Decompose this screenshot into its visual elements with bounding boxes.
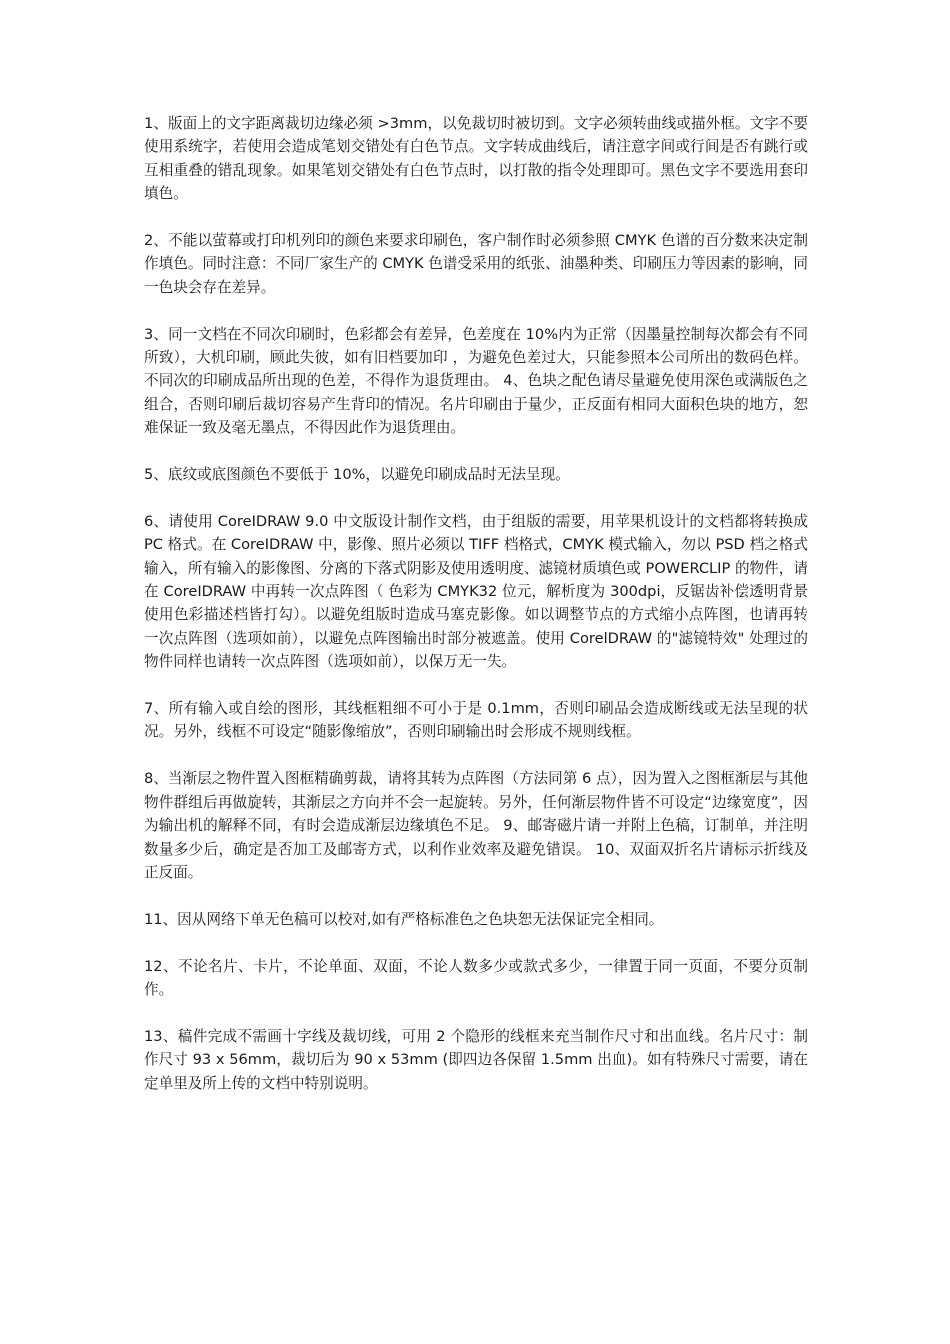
paragraph-11: 11、因从网络下单无色稿可以校对,如有严格标准色之色块恕无法保证完全相同。 bbox=[144, 910, 664, 928]
paragraph-13: 13、稿件完成不需画十字线及裁切线，可用 2 个隐形的线框来充当制作尺寸和出血线。名片尺寸：制作尺寸 93 x 56mm，裁切后为 90 x 53mm (即四边各保留 1.5mm 出血)。如有特殊尺寸需要，请在定单里及所上传的文档中特别说明。 bbox=[144, 1027, 808, 1092]
paragraph-2: 2、不能以萤幕或打印机列印的颜色来要求印刷色，客户制作时必须参照 CMYK 色谱的百分数来决定制作填色。同时注意：不同厂家生产的 CMYK 色谱受采用的纸张、油墨种类、印刷压力等因素的影响，同一色块会存在差异。 bbox=[144, 232, 808, 296]
paragraph-7: 7、所有输入或自绘的图形，其线框粗细不可小于是 0.1mm，否则印刷品会造成断线或无法呈现的状况。另外，线框不可设定“随影像缩放”，否则印刷输出时会形成不规则线框。 bbox=[144, 700, 808, 741]
document-body bbox=[144, 112, 808, 1118]
paragraph-3: 3、同一文档在不同次印刷时，色彩都会有差异，色差度在 10%内为正常（因墨量控制每次都会有不同所致），大机印刷，顾此失彼，如有旧档要加印 ，为避免色差过大，只能参照本公司所出的数码色样。不同次的印刷成品所出现的色差，不得作为退货理由。 4、色块之配色请尽量避免使用深色或满版色之组合，否则印刷后裁切容易产生背印的情况。名片印刷由于量少，正反面有相同大面积色块的地方，恕难保证一致及毫无墨点，不得因此作为退货理由。 bbox=[144, 325, 808, 437]
paragraph-5: 5、底纹或底图颜色不要低于 10%，以避免印刷成品时无法呈现。 bbox=[144, 466, 570, 484]
paragraph-6: 6、请使用 CoreIDRAW 9.0 中文版设计制作文档，由于组版的需要，用苹果机设计的文档都将转换成 PC 格式。在 CoreIDRAW 中，影像、照片必须以 TIFF 档格式，CMYK 模式输入，勿以 PSD 档之格式输入，所有输入的影像图、分离的下落式阴影及使用透明度、滤镜材质填色或 POWERCLIP 的物件，请在 CoreIDRAW 中再转一次点阵图（ 色彩为 CMYK32 位元，解析度为 300dpi，反锯齿补偿透明背景使用色彩描述档皆打勾）。以避免组版时造成马塞克影像。如以调整节点的方式缩小点阵图，也请再转一次点阵图（选项如前），以避免点阵图输出时部分被遮盖。使用 CorelDRAW 的"滤镜特效" 处理过的物件同样也请转一次点阵图（选项如前），以保万无一失。 bbox=[144, 512, 808, 671]
paragraph-12: 12、不论名片、卡片，不论单面、双面，不论人数多少或款式多少，一律置于同一页面，不要分页制作。 bbox=[144, 957, 808, 998]
paragraph-1: 1、版面上的文字距离裁切边缘必须 >3mm，以免裁切时被切到。文字必须转曲线或描外框。文字不要使用系统字，若使用会造成笔划交错处有白色节点。文字转成曲线后，请注意字间或行间是否有跳行或互相重叠的错乱现象。如果笔划交错处有白色节点时，以打散的指令处理即可。黑色文字不要选用套印填色。 bbox=[144, 115, 808, 203]
paragraph-8: 8、当渐层之物件置入图框精确剪裁，请将其转为点阵图（方法同第 6 点），因为置入之图框渐层与其他物件群组后再做旋转，其渐层之方向并不会一起旋转。另外，任何渐层物件皆不可设定“边缘宽度”，因为输出机的解释不同，有时会造成渐层边缘填色不足。 9、邮寄磁片请一并附上色稿，订制单，并注明数量多少后，确定是否加工及邮寄方式，以利作业效率及避免错误。 10、双面双折名片请标示折线及正反面。 bbox=[144, 770, 808, 881]
